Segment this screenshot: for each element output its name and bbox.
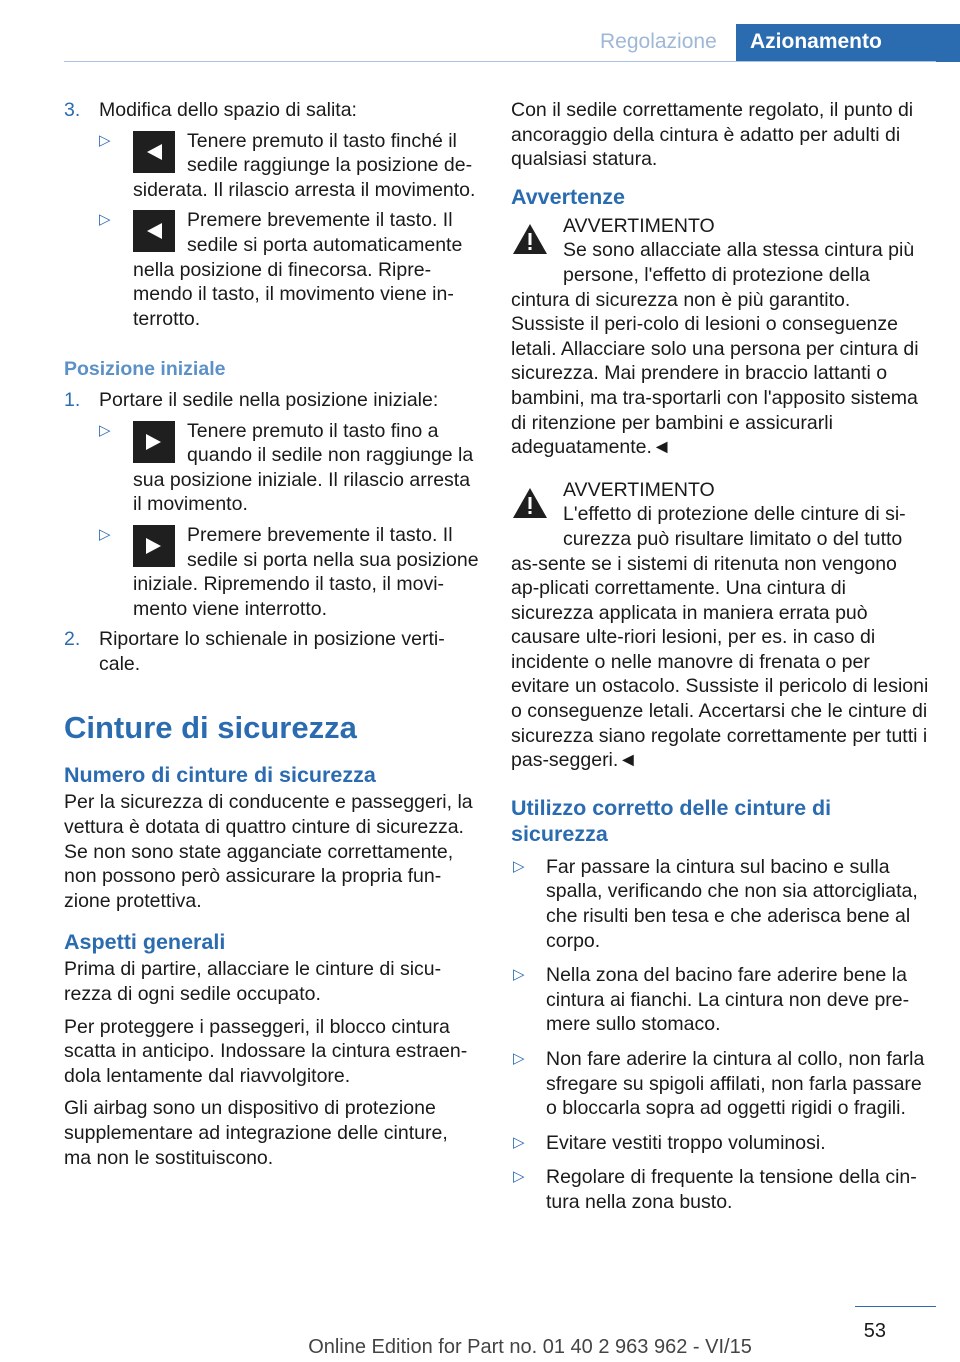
step-3 [64, 98, 479, 331]
bullet-triangle-icon: ▷ [513, 966, 525, 984]
warning-block [511, 214, 929, 460]
header-section: Regolazione [600, 30, 717, 53]
sub-text: Tenere premuto il tasto finché il sedile raggiunge la posizione de-siderata. Il rilascio arresta il movimento. [133, 129, 476, 201]
triangle-right-key-icon [133, 525, 175, 567]
warning-text: L'effetto di protezione delle cinture di si-curezza può risultare limitato o del tutto as-sente se i sistemi di ritenuta non vengono ap-plicati correttamente. Una cintura di sicurezza applicata in maniera errata può causare ulte-riori lesioni, per es. in caso di incidente o nelle manovre di frenata o per evitare un ostacolo. Sussiste il pericolo di lesioni o conseguenze letali. Accertarsi che le cinture di sicurezza siano regolate correttamente per tutti i pas-seggeri.◄ [511, 503, 929, 772]
paragraph: Gli airbag sono un dispositivo di protezione supplementare ad integrazione delle cinture, ma non le sostituiscono. [64, 1097, 448, 1169]
heading-utilizzo: Utilizzo corretto delle cinture di sicurezza [511, 795, 832, 846]
bullet-triangle-icon: ▷ [99, 525, 111, 543]
sub-text: Premere brevemente il tasto. Il sedile si porta automaticamente nella posizione di finecorsa. Ripre-mendo il tasto, il movimento viene in-terrotto. [133, 209, 463, 330]
bullet-triangle-icon: ▷ [99, 131, 111, 149]
paragraph: Con il sedile correttamente regolato, il punto di ancoraggio della cintura è adatto per adulti di qualsiasi statura. [511, 99, 914, 171]
step-number: 1. [64, 388, 81, 411]
sub-text: Tenere premuto il tasto fino a quando il sedile non raggiunge la sua posizione iniziale. Il rilascio arresta il movimento. [133, 419, 474, 516]
bullet-triangle-icon: ▷ [99, 211, 111, 229]
list-item [511, 963, 929, 1037]
heading-aspetti: Aspetti generali [64, 930, 226, 955]
header-chapter: Azionamento [736, 24, 960, 62]
triangle-right-key-icon [133, 421, 175, 463]
heading-avvertenze: Avvertenze [511, 184, 625, 209]
list-item [511, 1047, 929, 1121]
header-rule [64, 61, 936, 62]
page-number: 53 [863, 1320, 886, 1342]
warning-text: Se sono allacciate alla stessa cintura più persone, l'effetto di protezione della cintura di sicurezza non è più garantito. Sussiste il peri-colo di lesioni o conseguenze letali. Allacciare solo una persona per cintura di sicurezza. Mai prendere in braccio lattanti o bambini, ma tra-sportarli con l'apposito sistema di ritenzione per bambini e assicurarli adeguatamente.◄ [511, 239, 919, 459]
sub-text: Premere brevemente il tasto. Il sedile si porta nella sua posizione iniziale. Ripremendo il tasto, il movi-mento viene interrotto. [133, 523, 479, 620]
bullet-triangle-icon: ▷ [513, 1168, 525, 1186]
paragraph: Per proteggere i passeggeri, il blocco cintura scatta in anticipo. Indossare la cintura estraen-dola lentamente dal riavvolgitore. [64, 1015, 468, 1087]
warning-triangle-icon [511, 220, 549, 258]
paragraph: Prima di partire, allacciare le cinture di sicu-rezza di ogni sedile occupato. [64, 958, 442, 1006]
right-column [511, 98, 929, 1225]
heading-numero: Numero di cinture di sicurezza [64, 763, 376, 788]
warning-title: AVVERTIMENTO [563, 214, 715, 237]
list-item-text: Regolare di frequente la tensione della cin-tura nella zona busto. [546, 1166, 917, 1213]
warning-title: AVVERTIMENTO [563, 478, 715, 501]
sub-item [99, 419, 479, 517]
step-1 [64, 388, 479, 621]
step-number: 3. [64, 99, 81, 121]
warning-triangle-icon [511, 484, 549, 522]
section-heading: Posizione iniziale [64, 358, 226, 381]
sub-item [99, 129, 479, 203]
list-item-text: Nella zona del bacino fare aderire bene la cintura ai fianchi. La cintura non deve pre-mere sullo stomaco. [546, 964, 910, 1036]
list-item-text: Evitare vestiti troppo voluminosi. [546, 1131, 826, 1154]
page-title: Cinture di sicurezza [64, 710, 357, 746]
step-text: Riportare lo schienale in posizione verti-cale. [99, 628, 445, 675]
sub-item [99, 523, 479, 621]
step-2 [64, 627, 479, 676]
list-item-text: Non fare aderire la cintura al collo, non farla sfregare su spigoli affilati, non farla passare o bloccarla sopra ad oggetti rigidi o fragili. [546, 1048, 925, 1120]
paragraph: Per la sicurezza di conducente e passeggeri, la vettura è dotata di quattro cinture di sicurezza. Se non sono state agganciate correttamente, non possono però assicurare la propria fun-zione protettiva. [64, 791, 473, 912]
step-number: 2. [64, 628, 81, 651]
list-item [511, 1131, 929, 1156]
footer-edition: Online Edition for Part no. 01 40 2 963 962 - VI/15 [308, 1336, 752, 1358]
bullet-triangle-icon: ▷ [99, 421, 111, 439]
bullet-list [511, 855, 929, 1215]
step-text: Portare il sedile nella posizione iniziale: [99, 388, 439, 411]
list-item-text: Far passare la cintura sul bacino e sulla spalla, verificando che non sia attorcigliata, che risulti ben tesa e che aderisca bene al corpo. [546, 855, 918, 952]
triangle-left-key-icon [133, 131, 175, 173]
footer-rule [855, 1306, 936, 1307]
bullet-triangle-icon: ▷ [513, 1050, 525, 1067]
list-item [511, 855, 929, 953]
left-column [64, 98, 479, 1178]
step-text: Modifica dello spazio di salita: [99, 99, 357, 121]
sub-item [99, 208, 479, 331]
bullet-triangle-icon: ▷ [513, 1133, 525, 1151]
list-item [511, 1165, 929, 1214]
bullet-triangle-icon: ▷ [513, 857, 525, 875]
triangle-left-key-icon [133, 210, 175, 252]
warning-block [511, 478, 929, 773]
